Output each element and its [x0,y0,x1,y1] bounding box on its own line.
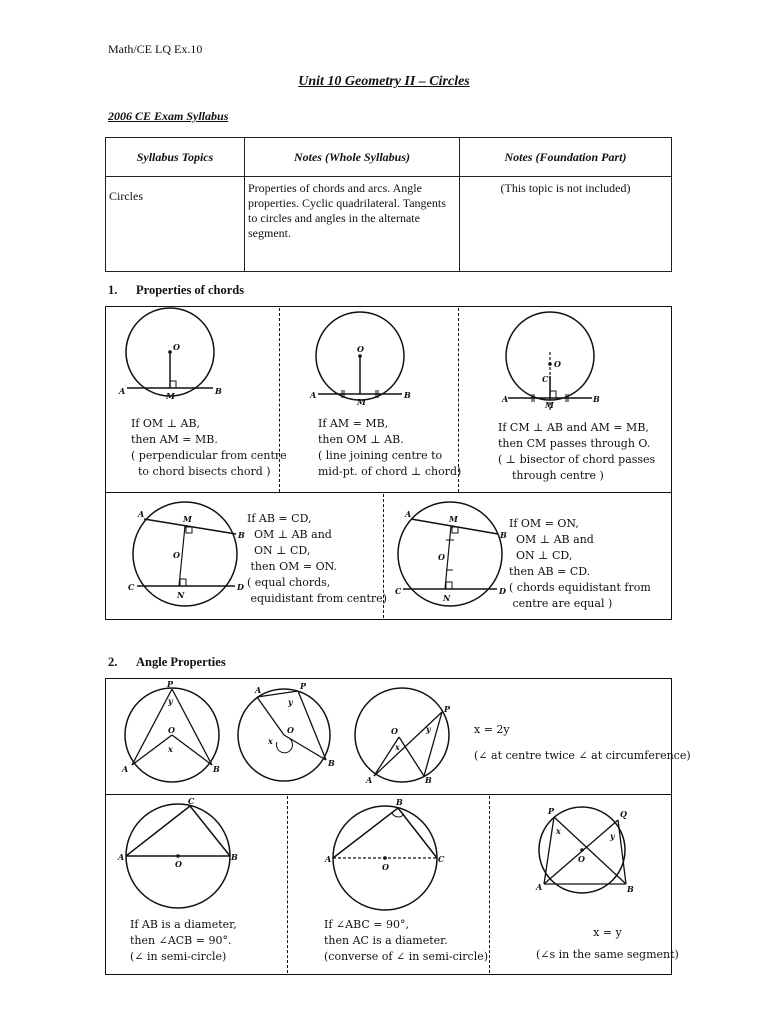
divider [105,794,672,795]
diagram-label: O [357,344,364,354]
document-code: Math/CE LQ Ex.10 [108,42,203,56]
diagram-label: N [177,590,185,600]
diagram-label: y [426,724,431,734]
diagram-label: M [166,391,175,401]
diagram-label: A [118,852,125,862]
diagram-label: P [167,679,174,689]
section-number: 1. [108,283,118,297]
diagram-label: y [610,831,615,841]
column-header: Notes (Whole Syllabus) [245,138,460,177]
diagram-label: O [382,862,389,872]
diagram-label: M [357,397,366,407]
diagram-label: D [237,582,244,592]
section-number: 2. [108,655,118,669]
diagram-label: B [215,386,222,396]
diagram-label: D [499,586,506,596]
diagram-label: A [255,685,262,695]
diagram-label: A [310,390,317,400]
same-segment-diagram [532,806,652,906]
diagram-label: A [325,854,332,864]
chord-caption: If OM = ON, OM ⊥ AB and ON ⊥ CD, then AB = CD. ( chords equidistant from centre are equal ) [509,517,651,610]
diagram-label: O [578,854,585,864]
chord-perpendicular-diagram [115,310,235,410]
diagram-label: A [119,386,126,396]
diagram-label: B [627,884,634,894]
diagram-label: Q [620,809,627,819]
chord-caption: If OM ⊥ AB, then AM = MB. ( perpendicular from centre to chord bisects chord ) [131,417,287,478]
diagram-label: C [188,796,195,806]
divider [287,796,288,973]
equidistant-chords-diagram [395,500,525,610]
diagram-label: B [396,797,403,807]
syllabus-table [105,137,672,272]
semicircle-diagram [118,796,250,910]
diagram-label: y [288,697,293,707]
table-header-row [106,138,672,177]
topic-cell: Circles [106,177,245,272]
diagram-label: B [213,764,220,774]
page-title: Unit 10 Geometry II – Circles [298,74,470,89]
perpendicular-bisector-diagram [500,310,620,410]
diagram-label: M [545,400,554,410]
column-header: Syllabus Topics [106,138,245,177]
diagram-label: O [168,725,175,735]
diagram-label: x [556,826,561,836]
table-row [106,177,672,272]
diagram-label: C [542,374,549,384]
diagram-label: x [268,736,273,746]
diagram-label: A [536,882,543,892]
diagram-label: B [404,390,411,400]
diagram-label: y [168,696,173,706]
section-2-heading [108,655,226,670]
whole-syllabus-cell: Properties of chords and arcs. Angle properties. Cyclic quadrilateral. Tangents to circles and angles in the alternate segment. [245,177,460,272]
diagram-label: M [183,514,192,524]
diagram-label: x [395,742,400,752]
chord-caption: If CM ⊥ AB and AM = MB, then CM passes through O. ( ⊥ bisector of chord passes through centre ) [498,421,656,482]
diagram-label: A [122,764,129,774]
diagram-label: A [502,394,509,404]
diagram-label: B [500,530,507,540]
angle-caption: If ∠ABC = 90°, then AC is a diameter. (converse of ∠ in semi-circle) [324,918,489,963]
diagram-label: A [366,775,373,785]
diagram-label: x [168,744,173,754]
diagram-label: B [425,775,432,785]
section-1-heading [108,283,244,298]
section-title: Angle Properties [136,655,226,669]
angle-caption: If AB is a diameter, then ∠ACB = 90°. (∠ in semi-circle) [130,918,237,963]
diagram-label: C [438,854,445,864]
diagram-label: O [391,726,398,736]
diagram-label: B [593,394,600,404]
syllabus-heading: 2006 CE Exam Syllabus [108,109,229,123]
diagram-label: P [444,704,451,714]
diagram-label: P [548,806,555,816]
diagram-label: O [554,359,561,369]
angle-caption: x = y (∠s in the same segment) [536,926,679,961]
diagram-label: O [438,552,445,562]
diagram-label: O [173,342,180,352]
diagram-label: P [300,681,307,691]
converse-semicircle-diagram [325,797,460,910]
angle-caption: x = 2y (∠ at centre twice ∠ at circumference) [474,723,691,762]
angle-at-centre-diagram [112,679,472,792]
equal-chords-diagram [125,500,255,610]
chord-bisector-diagram [310,310,430,410]
diagram-label: O [287,725,294,735]
diagram-label: A [138,509,145,519]
foundation-cell: (This topic is not included) [460,177,672,272]
diagram-label: M [449,514,458,524]
divider [489,796,490,973]
diagram-label: O [173,550,180,560]
chord-caption: If AB = CD, OM ⊥ AB and ON ⊥ CD, then OM = ON. ( equal chords, equidistant from centre) [247,512,387,605]
section-title: Properties of chords [136,283,245,297]
diagram-label: B [231,852,238,862]
diagram-label: A [405,509,412,519]
diagram-label: N [443,593,451,603]
diagram-label: B [328,758,335,768]
diagram-label: C [395,586,402,596]
divider [105,492,672,493]
column-header: Notes (Foundation Part) [460,138,672,177]
chord-caption: If AM = MB, then OM ⊥ AB. ( line joining centre to mid-pt. of chord ⊥ chord) [318,417,462,478]
diagram-label: O [175,859,182,869]
diagram-label: B [238,530,245,540]
diagram-label: C [128,582,135,592]
